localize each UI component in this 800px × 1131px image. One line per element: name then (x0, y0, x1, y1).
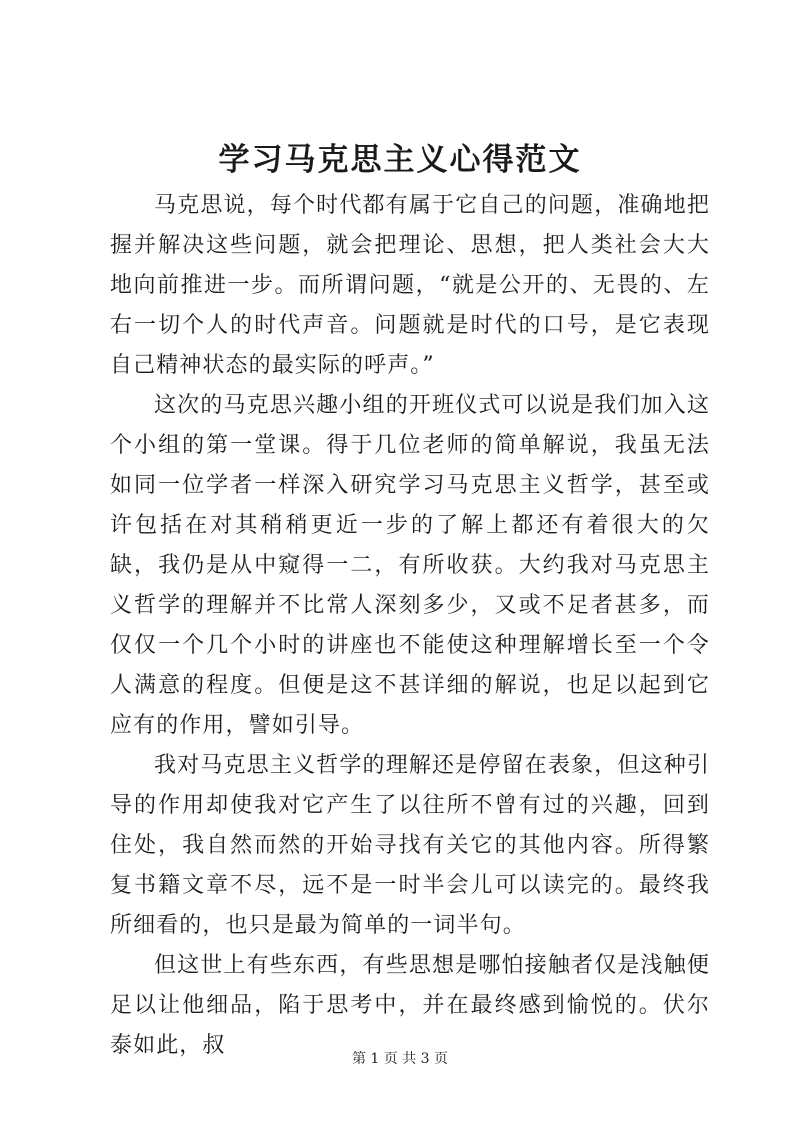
page-footer: 第 1 页 共 3 页 (351, 1051, 449, 1067)
paragraph-1: 马克思说，每个时代都有属于它自己的问题，准确地把握并解决这些问题，就会把理论、思想，把人类社会大大地向前推进一步。而所谓问题，“就是公开的、无畏的、左右一切个人的时代声音。问题就是时代的口号，是它表现自己精神状态的最实际的呼声。” (110, 193, 710, 378)
paragraph-2: 这次的马克思兴趣小组的开班仪式可以说是我们加入这个小组的第一堂课。得于几位老师的简单解说，我虽无法如同一位学者一样深入研究学习马克思主义哲学，甚至或许包括在对其稍稍更近一步的了解上都还有着很大的欠缺，我仍是从中窥得一二，有所收获。大约我对马克思主义哲学的理解并不比常人深刻多少，又或不足者甚多，而仅仅一个几个小时的讲座也不能使这种理解增长至一个令人满意的程度。但便是这不甚详细的解说，也足以起到它应有的作用，譬如引导。 (110, 393, 710, 738)
paragraph-3: 我对马克思主义哲学的理解还是停留在表象，但这种引导的作用却使我对它产生了以往所不曾有过的兴趣，回到住处，我自然而然的开始寻找有关它的其他内容。所得繁复书籍文章不尽，远不是一时半会儿可以读完的。最终我所细看的，也只是最为简单的一词半句。 (110, 753, 710, 938)
document-body (110, 186, 710, 1066)
document-title: 学习马克思主义心得范文 (218, 142, 582, 178)
paragraph-4: 但这世上有些东西，有些思想是哪怕接触者仅是浅触便足以让他细品，陷于思考中，并在最终感到愉悦的。伏尔泰如此，叔 (110, 953, 710, 1058)
